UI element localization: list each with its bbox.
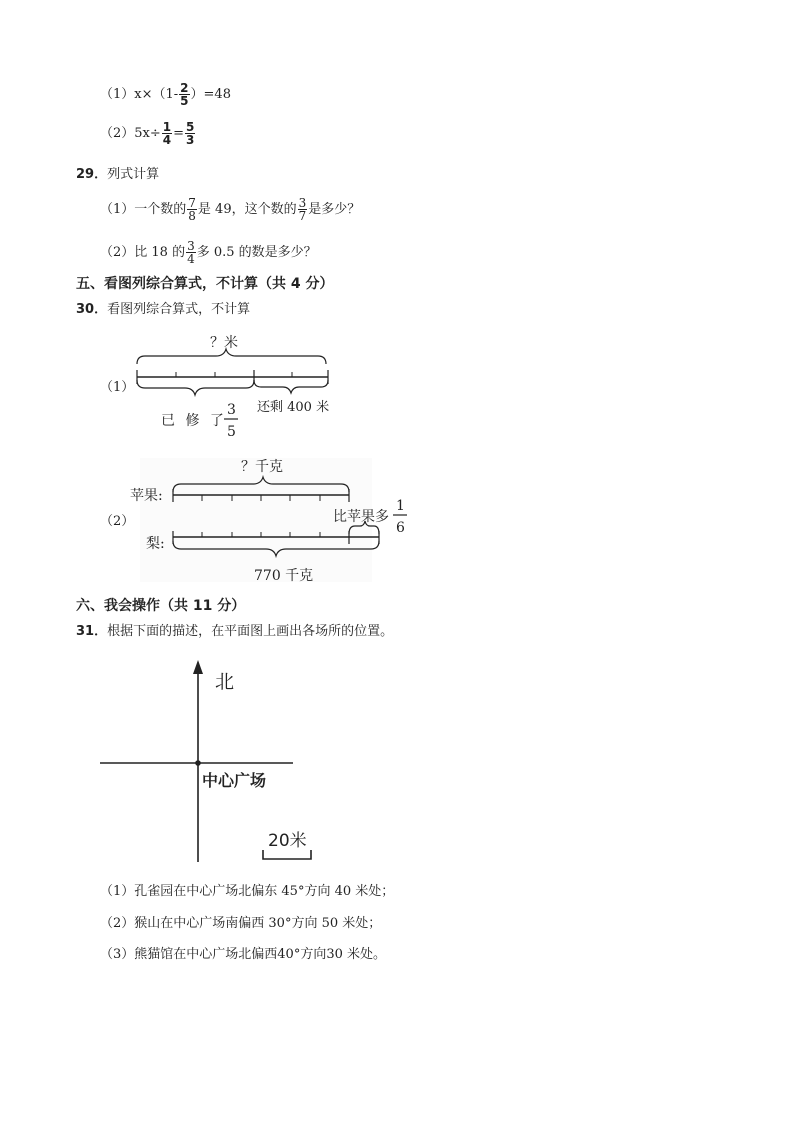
center-point <box>195 760 201 766</box>
top-brace <box>137 349 326 364</box>
q29-item-2 <box>100 240 317 265</box>
more-fraction-numerator: 1 <box>396 498 405 514</box>
fraction-numerator: 2 <box>180 81 189 95</box>
fraction-5-3 <box>185 121 195 146</box>
apple-pear-diagram <box>128 455 405 585</box>
fraction-denominator: 5 <box>180 94 189 108</box>
fraction-denominator: 7 <box>298 209 307 223</box>
fraction-denominator: 4 <box>187 252 195 266</box>
q28-item1-suffix: ）=48 <box>190 87 231 102</box>
north-arrow-icon <box>193 660 203 674</box>
pear-total-label: 770 千克 <box>254 568 314 584</box>
diagram2-top-label: ？千克 <box>241 459 283 475</box>
center-label: 中心广场 <box>202 771 267 790</box>
q31-title-line <box>76 624 393 640</box>
pear-label: 梨: <box>146 536 165 552</box>
section-heading-6: 六、我会操作（共 11 分） <box>76 598 246 614</box>
scale-label: 20米 <box>268 831 307 851</box>
fraction-3-7 <box>298 197 308 222</box>
fraction-numerator: 3 <box>187 239 195 253</box>
fraction-denominator: 4 <box>162 133 172 147</box>
fraction-7-8 <box>187 197 197 222</box>
q29-item1-text-c: 是多少？ <box>308 202 361 217</box>
fraction-numerator: 3 <box>298 196 307 210</box>
q28-item2-prefix: （2）5x÷ <box>100 126 161 141</box>
diagram1-top-label: ？米 <box>210 335 238 351</box>
q29-item2-text-a: （2）比 18 的 <box>100 245 186 260</box>
q29-item2-text-b: 多 0.5 的数是多少？ <box>196 245 317 260</box>
equals-sign: = <box>173 126 185 141</box>
q29-item1-text-b: 是 49，这个数的 <box>197 202 297 217</box>
fraction-numerator: 7 <box>188 196 196 210</box>
q31-item-1: （1）孔雀园在中心广场北偏东 45°方向 40 米处； <box>100 884 395 899</box>
fraction-3-4 <box>186 240 196 265</box>
diagram1-label: （1） <box>100 380 135 395</box>
q29-item-1 <box>100 197 360 222</box>
question-number: 29． <box>76 167 108 182</box>
q30-title-line <box>76 302 250 318</box>
fraction-numerator: 5 <box>186 120 195 134</box>
scale-bar <box>263 850 311 859</box>
question-title: 列式计算 <box>107 167 160 182</box>
fraction-numerator: 1 <box>162 120 172 134</box>
q28-item-2 <box>100 121 196 146</box>
diagram2-label: （2） <box>100 514 135 529</box>
bottom-brace-done <box>137 380 254 395</box>
remain-label: 还剩 400 米 <box>257 400 330 415</box>
plane-map <box>95 652 415 872</box>
section-heading-5: 五、看图列综合算式，不计算（共 4 分） <box>76 276 334 292</box>
question-number: 30． <box>76 302 108 317</box>
bottom-brace-remain <box>254 380 328 393</box>
done-fraction-denominator: 5 <box>227 424 236 440</box>
question-title: 看图列综合算式，不计算 <box>107 302 251 317</box>
more-fraction-denominator: 6 <box>396 520 405 536</box>
fraction-denominator: 3 <box>186 133 195 147</box>
fraction-denominator: 8 <box>188 209 196 223</box>
more-label: 比苹果多 <box>333 509 389 525</box>
q28-item-1 <box>100 82 231 107</box>
apple-label: 苹果: <box>130 488 163 504</box>
q31-item-2: （2）猴山在中心广场南偏西 30°方向 50 米处； <box>100 916 382 931</box>
fraction-1-4 <box>162 121 172 146</box>
road-repair-diagram <box>128 332 358 442</box>
north-label: 北 <box>215 671 235 693</box>
q29-item1-text-a: （1）一个数的 <box>100 202 187 217</box>
q29-title-line <box>76 167 159 183</box>
done-fraction-numerator: 3 <box>227 402 236 418</box>
question-number: 31． <box>76 624 108 639</box>
q31-item-3: （3）熊猫馆在中心广场北偏西40°方向30 米处。 <box>100 947 386 962</box>
q28-item1-prefix: （1）x×（1- <box>100 87 179 102</box>
done-label: 已 修 了 <box>161 413 227 429</box>
fraction-2-5 <box>179 82 189 107</box>
question-title: 根据下面的描述，在平面图上画出各场所的位置。 <box>107 624 394 639</box>
